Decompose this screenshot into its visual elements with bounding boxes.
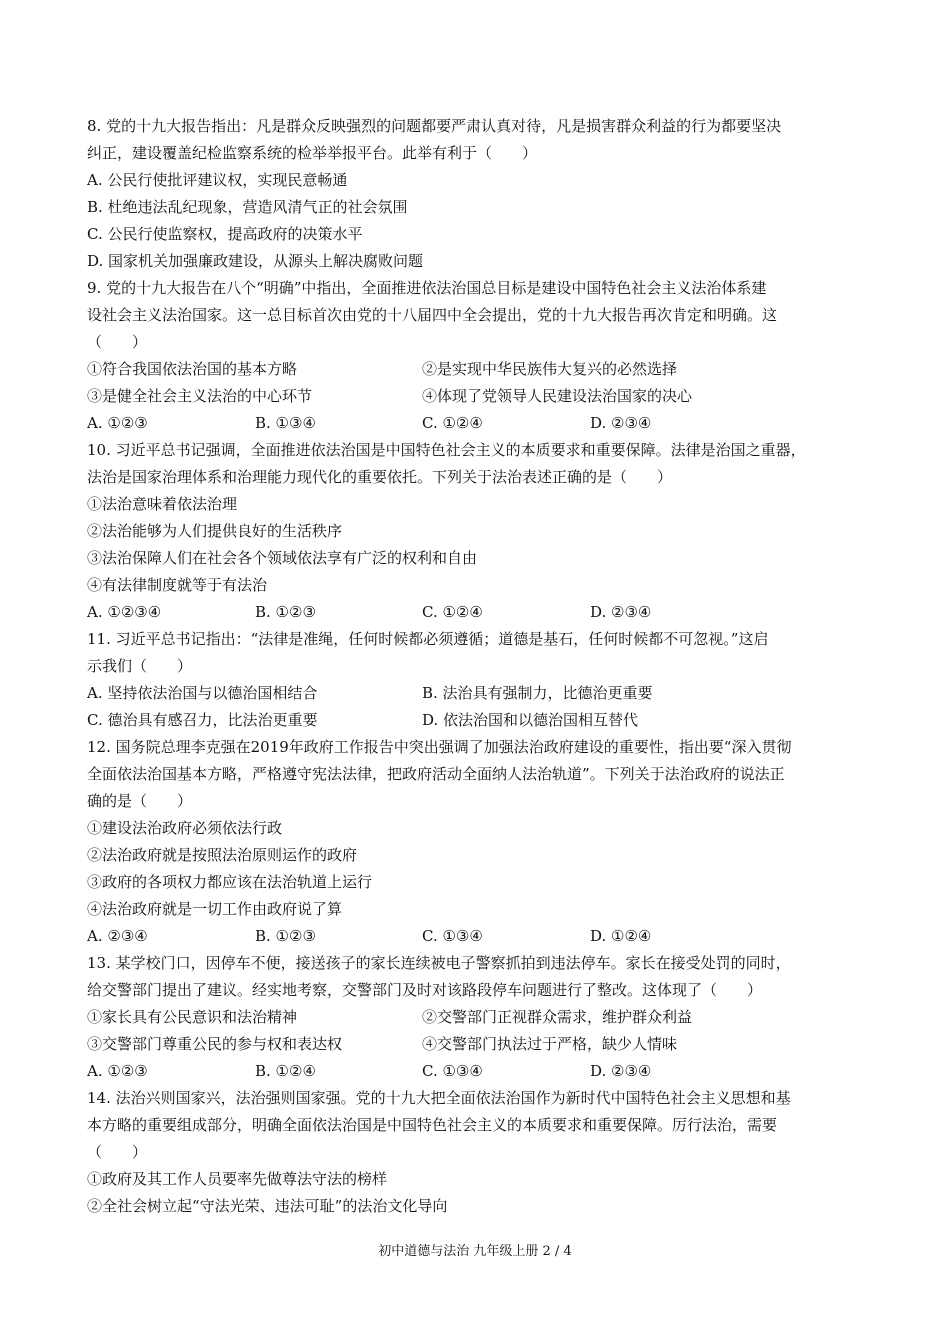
options-row <box>87 599 867 626</box>
question-stem-line: 8. 党的十九大报告指出：凡是群众反映强烈的问题都要严肃认真对待，凡是损害群众利益的行为都要坚决 <box>87 117 782 135</box>
options-row <box>87 410 867 437</box>
option-c: C. ①②④ <box>422 603 483 621</box>
option-b: B. 法治具有强制力，比德治更重要 <box>422 684 653 702</box>
item-row <box>87 356 867 383</box>
item-3: ③是健全社会主义法治的中心环节 <box>87 387 313 405</box>
option-b: B. 杜绝违法乱纪现象，营造风清气正的社会氛围 <box>87 198 408 216</box>
item-4: ④有法律制度就等于有法治 <box>87 576 268 594</box>
question-stem-line: 确的是（ ） <box>87 792 193 810</box>
option-b: B. ①③④ <box>255 414 316 432</box>
question-stem-line: 13. 某学校门口，因停车不便，接送孩子的家长连续被电子警察抓拍到违法停车。家长在接受处罚的同时， <box>87 954 791 972</box>
question-stem-line: 9. 党的十九大报告在八个“明确”中指出，全面推进依法治国总目标是建设中国特色社会主义法治体系建 <box>87 279 767 297</box>
item-2: ②法治政府就是按照法治原则运作的政府 <box>87 846 358 864</box>
question-11 <box>87 626 867 734</box>
question-stem-line: 11. 习近平总书记指出：“法律是准绳，任何时候都必须遵循；道德是基石，任何时候都不可忽视。”这启 <box>87 630 769 648</box>
item-2: ②全社会树立起“守法光荣、违法可耻”的法治文化导向 <box>87 1197 448 1215</box>
item-2: ②法治能够为人们提供良好的生活秩序 <box>87 522 343 540</box>
item-4: ④体现了党领导人民建设法治国家的决心 <box>422 387 693 405</box>
option-c: C. ①③④ <box>422 1062 483 1080</box>
option-a: A. 公民行使批评建议权，实现民意畅通 <box>87 171 348 189</box>
question-stem-line: 法治是国家治理体系和治理能力现代化的重要依托。下列关于法治表述正确的是（ ） <box>87 468 673 486</box>
item-1: ①家长具有公民意识和法治精神 <box>87 1008 298 1026</box>
question-8 <box>87 113 867 275</box>
item-4: ④交警部门执法过于严格，缺少人情味 <box>422 1035 678 1053</box>
option-a: A. ①②③ <box>87 414 148 432</box>
question-stem-line: 纠正，建设覆盖纪检监察系统的检举举报平台。此举有利于（ ） <box>87 144 538 162</box>
question-stem-line: 12. 国务院总理李克强在2019年政府工作报告中突出强调了加强法治政府建设的重要性，指出要“深入贯彻 <box>87 738 792 756</box>
option-d: D. ①②④ <box>590 927 652 945</box>
question-14 <box>87 1085 867 1220</box>
page-footer: 初中道德与法治 九年级上册 2 / 4 <box>378 1244 572 1259</box>
item-row <box>87 1004 867 1031</box>
option-d: D. ②③④ <box>590 414 652 432</box>
question-stem-line: 全面依法治国基本方略，严格遵守宪法法律，把政府活动全面纳人法治轨道”。下列关于法治政府的说法正 <box>87 765 785 783</box>
option-c: C. ①③④ <box>422 927 483 945</box>
option-b: B. ①②③ <box>255 603 316 621</box>
option-d: D. ②③④ <box>590 1062 652 1080</box>
option-a: A. ②③④ <box>87 927 148 945</box>
page-content <box>87 113 867 1220</box>
question-stem-line: （ ） <box>87 1143 148 1161</box>
question-stem-line: 给交警部门提出了建议。经实地考察，交警部门及时对该路段停车问题进行了整改。这体现了（ ） <box>87 981 763 999</box>
item-1: ①法治意味着依法治理 <box>87 495 238 513</box>
item-2: ②交警部门正视群众需求，维护群众利益 <box>422 1008 693 1026</box>
question-10 <box>87 437 867 626</box>
question-stem-line: 10. 习近平总书记强调，全面推进依法治国是中国特色社会主义的本质要求和重要保障。法律是治国之重器， <box>87 441 806 459</box>
option-a: A. 坚持依法治国与以德治国相结合 <box>87 684 318 702</box>
option-b: B. ①②③ <box>255 927 316 945</box>
option-c: C. ①②④ <box>422 414 483 432</box>
options-row <box>87 1058 867 1085</box>
option-d: D. 依法治国和以德治国相互替代 <box>422 711 639 729</box>
question-stem-line: 本方略的重要组成部分，明确全面依法治国是中国特色社会主义的本质要求和重要保障。厉行法治，需要 <box>87 1116 778 1134</box>
question-stem-line: （ ） <box>87 333 148 351</box>
question-stem-line: 14. 法治兴则国家兴，法治强则国家强。党的十九大把全面依法治国作为新时代中国特色社会主义思想和基 <box>87 1089 791 1107</box>
item-1: ①政府及其工作人员要率先做尊法守法的榜样 <box>87 1170 388 1188</box>
option-b: B. ①②④ <box>255 1062 316 1080</box>
question-stem-line: 示我们（ ） <box>87 657 193 675</box>
option-d: D. 国家机关加强廉政建设，从源头上解决腐败问题 <box>87 252 424 270</box>
question-9 <box>87 275 867 437</box>
options-row <box>87 707 867 734</box>
item-3: ③交警部门尊重公民的参与权和表达权 <box>87 1035 343 1053</box>
options-row <box>87 680 867 707</box>
item-3: ③政府的各项权力都应该在法治轨道上运行 <box>87 873 373 891</box>
item-1: ①符合我国依法治国的基本方略 <box>87 360 298 378</box>
item-row <box>87 1031 867 1058</box>
question-12 <box>87 734 867 950</box>
question-13 <box>87 950 867 1085</box>
item-2: ②是实现中华民族伟大复兴的必然选择 <box>422 360 678 378</box>
item-row <box>87 383 867 410</box>
option-d: D. ②③④ <box>590 603 652 621</box>
option-c: C. 公民行使监察权，提高政府的决策水平 <box>87 225 363 243</box>
question-stem-line: 设社会主义法治国家。这一总目标首次由党的十八届四中全会提出，党的十九大报告再次肯定和明确。这 <box>87 306 778 324</box>
option-c: C. 德治具有感召力，比法治更重要 <box>87 711 318 729</box>
option-a: A. ①②③④ <box>87 603 162 621</box>
options-row <box>87 923 867 950</box>
option-a: A. ①②③ <box>87 1062 148 1080</box>
item-4: ④法治政府就是一切工作由政府说了算 <box>87 900 343 918</box>
item-1: ①建设法治政府必须依法行政 <box>87 819 283 837</box>
item-3: ③法治保障人们在社会各个领域依法享有广泛的权利和自由 <box>87 549 478 567</box>
